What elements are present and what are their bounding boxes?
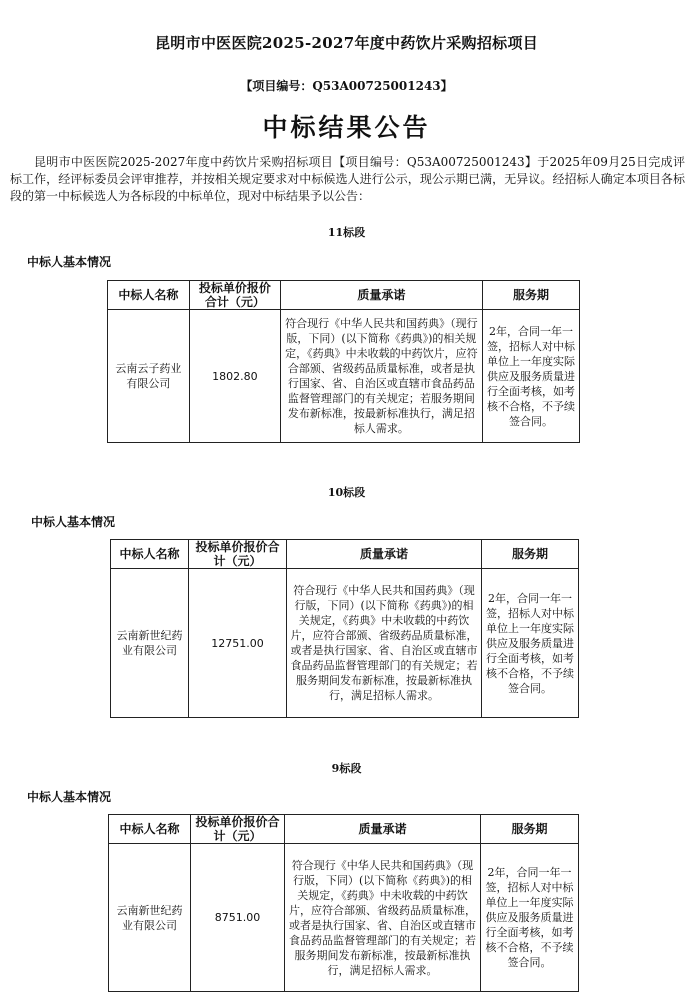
project-number: 【项目编号：Q53A00725001243】: [240, 79, 453, 93]
result-table: [107, 280, 580, 443]
bid-price-cell: 1802.80: [189, 310, 280, 443]
lot-title: 9标段: [331, 762, 362, 775]
section-subtitle: 中标人基本情况: [31, 515, 116, 529]
winner-name-cell: 云南云子药业有限公司: [108, 310, 190, 443]
header-bid-price: 投标单价报价合计（元）: [191, 815, 285, 844]
table-header-row: [108, 281, 580, 310]
header-service-period: 服务期: [481, 815, 579, 844]
winner-name-cell: 云南新世纪药业有限公司: [109, 844, 191, 992]
table-header-row: [109, 815, 579, 844]
intro-paragraph: 昆明市中医医院2025-2027年度中药饮片采购招标项目【项目编号：Q53A00725001243】于2025年09月25日完成评标工作，经评标委员会评审推荐，并按相关规定要求对中标候选人进行公示，现公示期已满，无异议。经招标人确定本项目各标段的第一中标候选人为各标段的中标单位，现对中标结果予以公告：: [10, 155, 685, 203]
bid-price-cell: 12751.00: [189, 569, 287, 718]
winner-name-cell: 云南新世纪药业有限公司: [111, 569, 189, 718]
service-period-cell: 2年，合同一年一签，招标人对中标单位上一年度实际供应及服务质量进行全面考核，如考核不合格，不予续签合同。: [482, 310, 579, 443]
lot-title: 10标段: [327, 486, 366, 499]
header-service-period: 服务期: [482, 281, 579, 310]
quality-cell: 符合现行《中华人民共和国药典》（现行版，下同）(以下简称《药典》)的相关规定，《药典》中未收载的中药饮片，应符合部颁、省级药品质量标准，或者是执行国家、省、自治区或直辖市食品药品监督管理部门的有关规定；若服务期间发布新标准，按最新标准执行，满足招标人需求。: [285, 844, 481, 992]
service-period-cell: 2年，合同一年一签，招标人对中标单位上一年度实际供应及服务质量进行全面考核，如考核不合格，不予续签合同。: [482, 569, 579, 718]
result-table: [108, 814, 579, 992]
result-table: [110, 539, 579, 718]
section-subtitle: 中标人基本情况: [27, 790, 112, 804]
header-quality: 质量承诺: [285, 815, 481, 844]
header-quality: 质量承诺: [287, 540, 482, 569]
section-subtitle: 中标人基本情况: [27, 255, 112, 269]
header-bid-price: 投标单价报价合计（元）: [189, 281, 280, 310]
header-winner-name: 中标人名称: [111, 540, 189, 569]
header-quality: 质量承诺: [280, 281, 482, 310]
service-period-cell: 2年，合同一年一签，招标人对中标单位上一年度实际供应及服务质量进行全面考核，如考核不合格，不予续签合同。: [481, 844, 579, 992]
document-title: 昆明市中医医院2025-2027年度中药饮片采购招标项目: [154, 34, 539, 52]
header-service-period: 服务期: [482, 540, 579, 569]
header-winner-name: 中标人名称: [109, 815, 191, 844]
quality-cell: 符合现行《中华人民共和国药典》（现行版，下同）(以下简称《药典》)的相关规定，《药典》中未收载的中药饮片，应符合部颁、省级药品质量标准，或者是执行国家、省、自治区或直辖市食品药品监督管理部门的有关规定；若服务期间发布新标准，按最新标准执行，满足招标人需求。: [287, 569, 482, 718]
table-row: [109, 844, 579, 992]
announcement-heading: 中标结果公告: [262, 113, 431, 142]
lot-title: 11标段: [327, 226, 366, 239]
table-row: [108, 310, 580, 443]
header-winner-name: 中标人名称: [108, 281, 190, 310]
header-bid-price: 投标单价报价合计（元）: [189, 540, 287, 569]
bid-price-cell: 8751.00: [191, 844, 285, 992]
table-header-row: [111, 540, 579, 569]
table-row: [111, 569, 579, 718]
quality-cell: 符合现行《中华人民共和国药典》（现行版，下同）(以下简称《药典》)的相关规定，《药典》中未收载的中药饮片，应符合部颁、省级药品质量标准，或者是执行国家、省、自治区或直辖市食品药品监督管理部门的有关规定；若服务期间发布新标准，按最新标准执行，满足招标人需求。: [280, 310, 482, 443]
